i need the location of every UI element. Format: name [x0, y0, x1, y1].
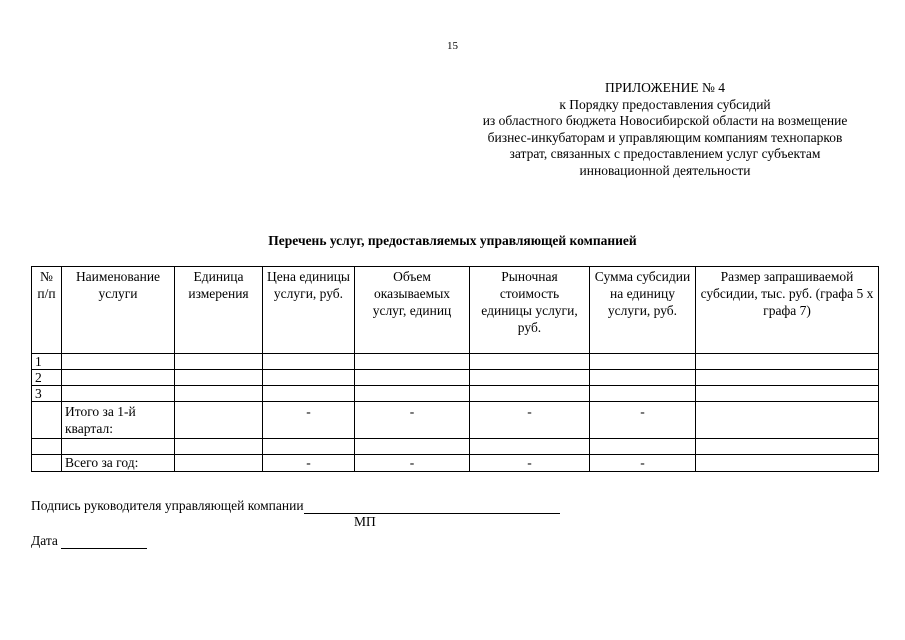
appendix-header [440, 80, 890, 180]
table-cell [175, 439, 263, 455]
table-cell [62, 439, 175, 455]
appendix-title: ПРИЛОЖЕНИЕ № 4 [604, 80, 726, 95]
header-cell: Рыночная стоимость единицы услуги, руб. [470, 267, 590, 354]
table-cell [696, 455, 879, 472]
dash-cell: - [590, 455, 696, 472]
signature-line [31, 498, 560, 514]
row-number: 3 [32, 386, 62, 402]
appendix-line: из областного бюджета Новосибирской области на возмещение [482, 113, 848, 129]
table-row [32, 354, 879, 370]
table-cell [32, 402, 62, 439]
table-cell [263, 370, 355, 386]
table-cell [470, 354, 590, 370]
row-number: 1 [32, 354, 62, 370]
appendix-line: инновационной деятельности [579, 162, 751, 178]
table-cell [590, 370, 696, 386]
dash-cell: - [355, 455, 470, 472]
table-cell [696, 402, 879, 439]
seal-label: МП [354, 514, 376, 529]
table-header-row [32, 267, 879, 354]
table-cell [470, 370, 590, 386]
page-number: 15 [447, 40, 458, 52]
header-cell: Цена единицы услуги, руб. [263, 267, 355, 354]
table-cell [175, 370, 263, 386]
header-cell: Размер запрашиваемой субсидии, тыс. руб. (графа 5 х графа 7) [696, 267, 879, 354]
table-cell [32, 455, 62, 472]
table-cell [470, 439, 590, 455]
table-cell [355, 370, 470, 386]
dash-cell: - [470, 402, 590, 439]
table-cell [175, 354, 263, 370]
date-label: Дата [31, 533, 58, 548]
table-cell [62, 370, 175, 386]
row-number: 2 [32, 370, 62, 386]
dash-cell: - [590, 402, 696, 439]
dash-cell: - [355, 402, 470, 439]
appendix-line: к Порядку предоставления субсидий [559, 96, 771, 112]
table-cell [175, 455, 263, 472]
table-cell [590, 439, 696, 455]
table-cell [355, 354, 470, 370]
appendix-line: бизнес-инкубаторам и управляющим компаниям технопарков [487, 129, 843, 145]
year-total-row [32, 455, 879, 472]
date-blank [61, 533, 147, 549]
quarter-total-label: Итого за 1-й квартал: [62, 402, 175, 439]
date-line [31, 533, 147, 549]
dash-cell: - [263, 402, 355, 439]
table-cell [696, 354, 879, 370]
signature-label: Подпись руководителя управляющей компании [31, 498, 304, 513]
year-total-label: Всего за год: [62, 455, 175, 472]
table-cell [696, 386, 879, 402]
table-cell [32, 439, 62, 455]
table-cell [470, 386, 590, 402]
table-cell [62, 386, 175, 402]
table-cell [590, 354, 696, 370]
table-cell [263, 386, 355, 402]
services-table [31, 266, 879, 472]
table-cell [175, 402, 263, 439]
table-cell [355, 439, 470, 455]
header-cell: Сумма субсидии на единицу услуги, руб. [590, 267, 696, 354]
table-cell [175, 386, 263, 402]
table-row [32, 370, 879, 386]
dash-cell: - [263, 455, 355, 472]
table-row [32, 386, 879, 402]
table-cell [696, 439, 879, 455]
table-cell [62, 354, 175, 370]
table-cell [263, 354, 355, 370]
quarter-total-row [32, 402, 879, 439]
header-cell: Единица измерения [175, 267, 263, 354]
document-title: Перечень услуг, предоставляемых управляющей компанией [268, 233, 637, 248]
header-cell: Объем оказываемых услуг, единиц [355, 267, 470, 354]
appendix-line: затрат, связанных с предоставлением услуг субъектам [509, 146, 821, 162]
table-cell [590, 386, 696, 402]
header-cell: № п/п [32, 267, 62, 354]
dash-cell: - [470, 455, 590, 472]
table-cell [696, 370, 879, 386]
table-cell [355, 386, 470, 402]
header-cell: Наименование услуги [62, 267, 175, 354]
table-row [32, 439, 879, 455]
table-cell [263, 439, 355, 455]
signature-blank [304, 498, 560, 514]
